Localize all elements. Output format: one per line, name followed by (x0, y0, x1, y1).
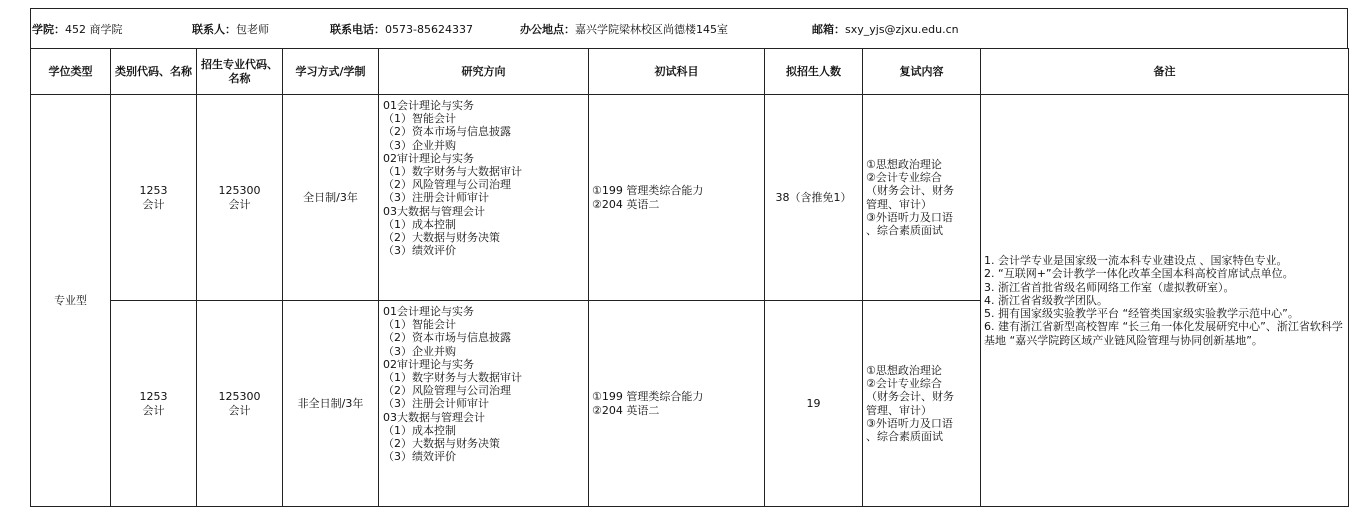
table-row (31, 95, 1349, 301)
research-line: 01会计理论与实务 (383, 99, 474, 112)
exam-line: ②204 英语二 (592, 197, 660, 211)
research-line: （1）成本控制 (383, 217, 456, 231)
retest-line: ③外语听力及口语 (866, 210, 953, 224)
major-cell (197, 301, 283, 507)
email-label: 邮箱： (812, 22, 845, 36)
quota-cell: 38（含推免1） (765, 95, 863, 301)
retest-line: ③外语听力及口语 (866, 416, 953, 430)
exam-cell (589, 95, 765, 301)
research-cell (379, 95, 589, 301)
retest-cell (863, 95, 981, 301)
category-cell (111, 301, 197, 507)
research-line: （3）注册会计师审计 (383, 397, 489, 411)
research-cell (379, 301, 589, 507)
email-value: sxy_yjs@zjxu.edu.cn (845, 22, 959, 36)
email-info (812, 21, 959, 37)
research-line: （3）企业并购 (383, 344, 456, 358)
contact-value: 包老师 (236, 22, 269, 36)
degree-type-cell: 专业型 (31, 95, 111, 507)
research-line: （1）成本控制 (383, 423, 456, 437)
exam-line: ①199 管理类综合能力 (592, 390, 704, 404)
header-quota: 拟招生人数 (765, 49, 863, 95)
exam-cell (589, 301, 765, 507)
note-item: 1. 会计学专业是国家级一流本科专业建设点 、国家特色专业。 (984, 254, 1288, 268)
college-info (32, 21, 192, 37)
research-line: （3）绩效评价 (383, 450, 456, 464)
research-line: （3）企业并购 (383, 138, 456, 152)
research-line: （2）资本市场与信息披露 (383, 125, 511, 139)
retest-line: ①思想政治理论 (866, 363, 942, 377)
retest-line: （财务会计、财务 (866, 184, 954, 198)
retest-line: ②会计专业综合 (866, 171, 942, 185)
office-info (520, 21, 812, 37)
notes-cell (981, 95, 1349, 507)
retest-line: 、综合素质面试 (866, 429, 943, 443)
note-item: 4. 浙江省省级教学团队。 (984, 293, 1108, 307)
research-line: 02审计理论与实务 (383, 151, 474, 165)
program-table (30, 48, 1349, 507)
research-line: （3）注册会计师审计 (383, 191, 489, 205)
retest-cell (863, 301, 981, 507)
college-value: 452 商学院 (65, 22, 123, 36)
research-line: （1）数字财务与大数据审计 (383, 371, 522, 385)
office-value: 嘉兴学院梁林校区尚德楼145室 (575, 22, 728, 36)
research-line: （1）智能会计 (383, 112, 456, 126)
phone-info (330, 21, 520, 37)
phone-value: 0573-85624337 (385, 22, 473, 36)
research-line: 01会计理论与实务 (383, 305, 474, 318)
table-header-row (31, 49, 1349, 95)
header-study-mode: 学习方式/学制 (283, 49, 379, 95)
retest-line: ①思想政治理论 (866, 157, 942, 171)
header-category-code: 类别代码、名称 (111, 49, 197, 95)
study-mode-cell: 全日制/3年 (283, 95, 379, 301)
note-item: 3. 浙江省首批省级名师网络工作室（虚拟教研室）。 (984, 280, 1235, 294)
header-major-code: 招生专业代码、名称 (197, 49, 283, 95)
note-item: 6. 建有浙江省新型高校智库 “长三角一体化发展研究中心”、浙江省软科学基地 “嘉兴学院跨区域产业链风险管理与协同创新基地”。 (984, 320, 1343, 347)
exam-line: ①199 管理类综合能力 (592, 184, 704, 198)
research-line: 03大数据与管理会计 (383, 410, 485, 424)
contact-info (192, 21, 330, 37)
major-code: 125300 (218, 184, 261, 198)
college-info-bar (30, 8, 1348, 48)
retest-line: 管理、审计） (866, 403, 932, 417)
major-cell (197, 95, 283, 301)
research-line: （2）大数据与财务决策 (383, 231, 500, 245)
research-line: （2）风险管理与公司治理 (383, 178, 511, 192)
research-line: （3）绩效评价 (383, 244, 456, 258)
category-code: 1253 (139, 184, 168, 198)
research-line: （2）风险管理与公司治理 (383, 384, 511, 398)
study-mode-cell: 非全日制/3年 (283, 301, 379, 507)
phone-label: 联系电话： (330, 22, 385, 36)
office-label: 办公地点： (520, 22, 575, 36)
research-line: 02审计理论与实务 (383, 357, 474, 371)
header-exam: 初试科目 (589, 49, 765, 95)
category-name: 会计 (142, 197, 165, 211)
note-item: 2. “互联网+”会计教学一体化改革全国本科高校首席试点单位。 (984, 267, 1294, 281)
admissions-sheet (30, 8, 1348, 507)
research-line: 03大数据与管理会计 (383, 204, 485, 218)
major-name: 会计 (228, 403, 251, 417)
note-item: 5. 拥有国家级实验教学平台 “经管类国家级实验教学示范中心”。 (984, 307, 1299, 321)
research-line: （2）大数据与财务决策 (383, 437, 500, 451)
header-notes: 备注 (981, 49, 1349, 95)
retest-line: ②会计专业综合 (866, 377, 942, 391)
header-research: 研究方向 (379, 49, 589, 95)
category-code: 1253 (139, 390, 168, 404)
exam-line: ②204 英语二 (592, 403, 660, 417)
header-degree-type: 学位类型 (31, 49, 111, 95)
research-line: （1）智能会计 (383, 318, 456, 332)
category-name: 会计 (142, 403, 165, 417)
research-line: （1）数字财务与大数据审计 (383, 165, 522, 179)
contact-label: 联系人： (192, 22, 236, 36)
retest-line: 管理、审计） (866, 197, 932, 211)
major-code: 125300 (218, 390, 261, 404)
retest-line: 、综合素质面试 (866, 223, 943, 237)
header-retest: 复试内容 (863, 49, 981, 95)
category-cell (111, 95, 197, 301)
retest-line: （财务会计、财务 (866, 390, 954, 404)
college-label: 学院： (32, 22, 65, 36)
major-name: 会计 (228, 197, 251, 211)
research-line: （2）资本市场与信息披露 (383, 331, 511, 345)
quota-cell: 19 (765, 301, 863, 507)
